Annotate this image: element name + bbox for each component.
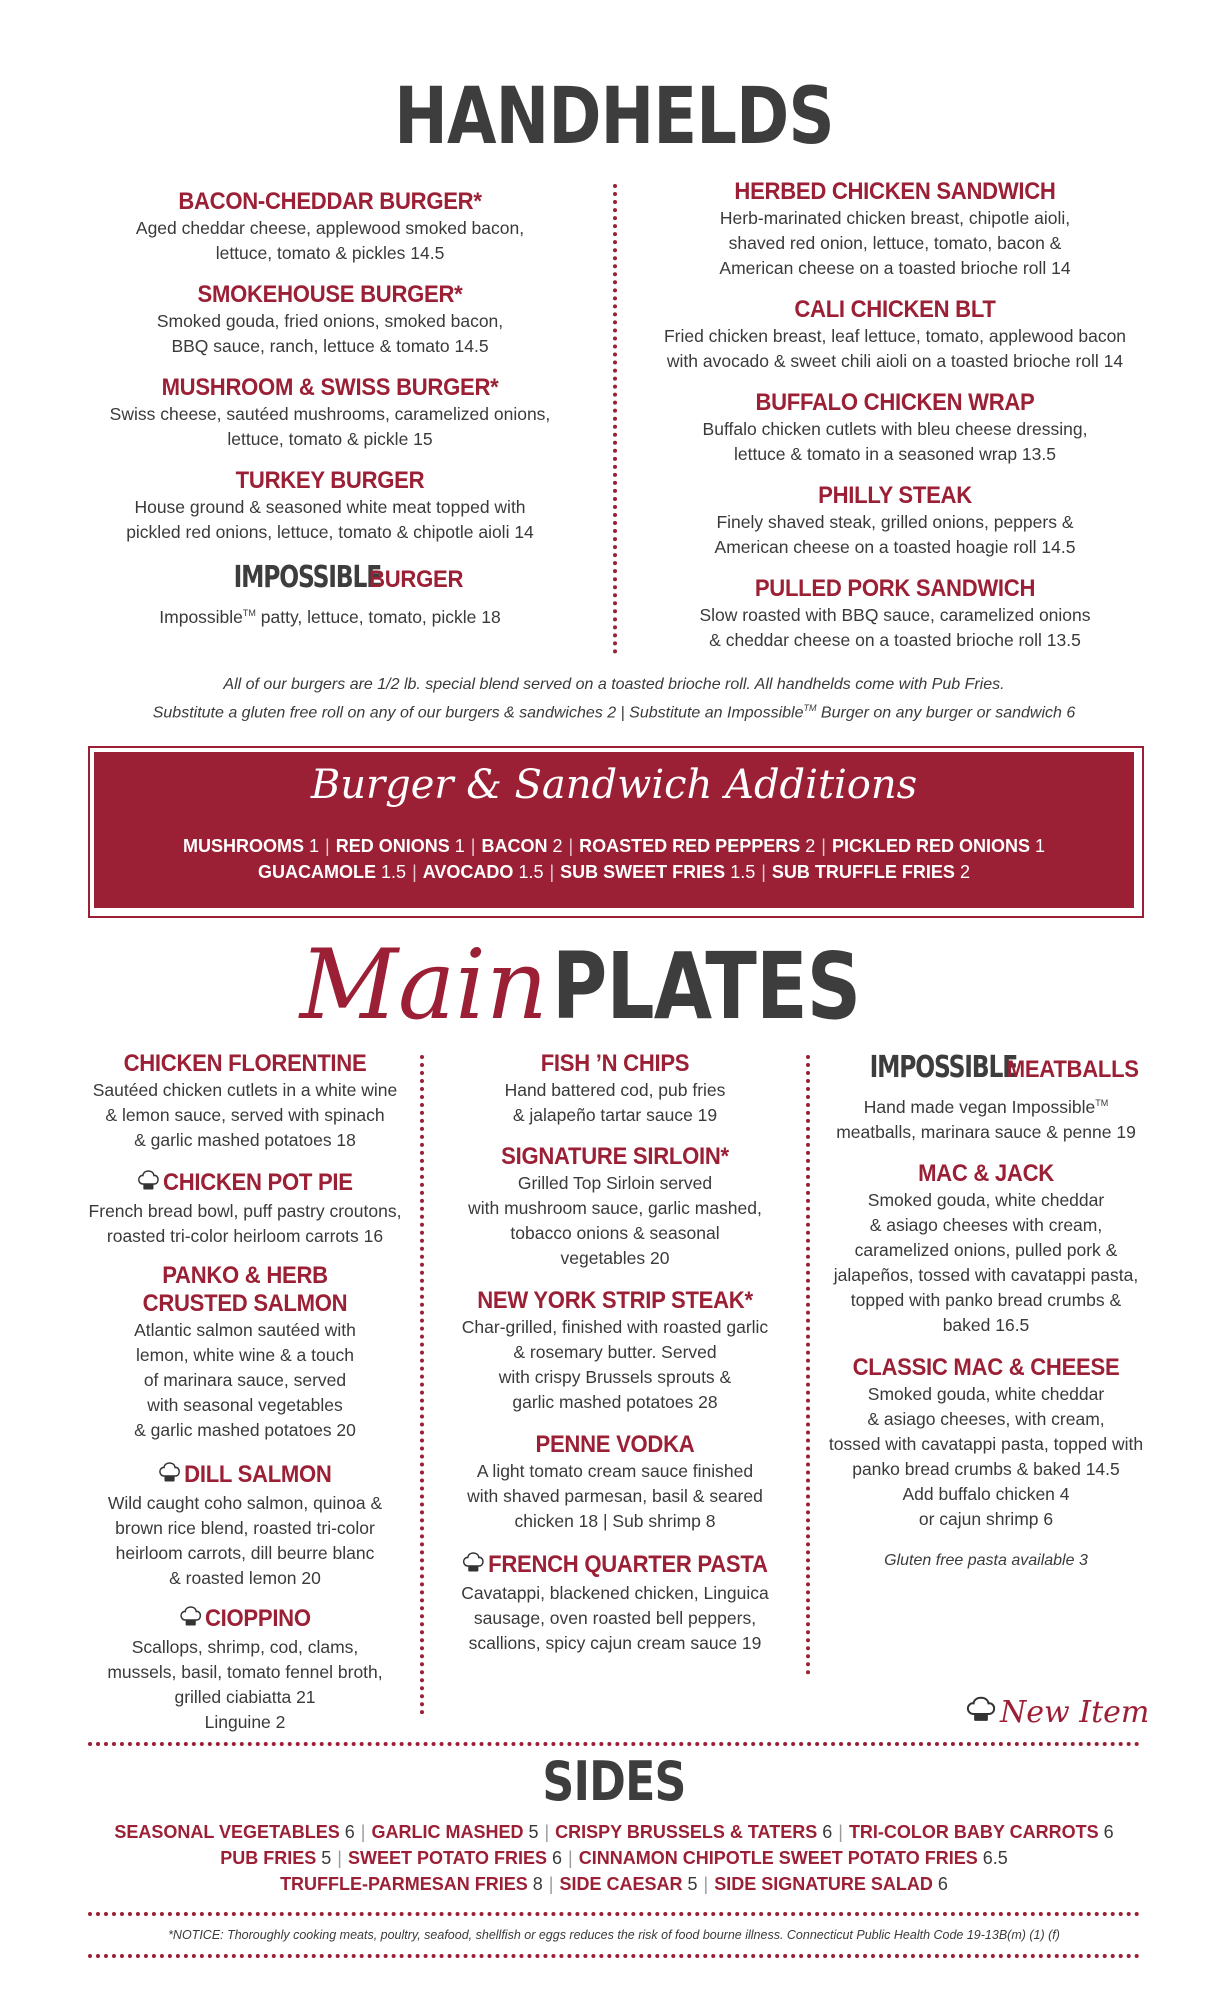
- item-desc-line: Wild caught coho salmon, quinoa &: [107, 1493, 383, 1513]
- item-desc-line: Aged cheddar cheese, applewood smoked bacon,: [135, 218, 525, 238]
- desc-part: Hand made vegan Impossible: [863, 1096, 1096, 1117]
- item-desc-line: panko bread crumbs & baked 14.5: [852, 1459, 1120, 1479]
- item-name: PULLED PORK SANDWICH: [754, 575, 1036, 602]
- item-desc-line: Grilled Top Sirloin served: [517, 1173, 713, 1193]
- item-desc-line: caramelized onions, pulled pork &: [854, 1240, 1118, 1260]
- item-desc-line: or cajun shrimp 6: [918, 1509, 1054, 1529]
- menu-item-herbed-chicken-sandwich: [640, 178, 1150, 281]
- trademark: TM: [242, 608, 256, 618]
- notice-bottom-divider: [88, 1954, 1140, 1958]
- item-name: NEW YORK STRIP STEAK*: [477, 1287, 753, 1314]
- item-desc-line: with shaved parmesan, basil & seared: [467, 1486, 763, 1506]
- item-desc-line: sausage, oven roasted bell peppers,: [473, 1608, 757, 1628]
- trademark: TM: [803, 703, 817, 713]
- menu-item-chicken-pot-pie: [70, 1168, 420, 1249]
- item-desc-line: chicken 18 | Sub shrimp 8: [514, 1511, 716, 1531]
- menu-item-turkey-burger: [90, 467, 570, 545]
- item-desc-line: scallions, spicy cajun cream sauce 19: [468, 1633, 762, 1653]
- additions-row-2: GUACAMOLE 1.5 | AVOCADO 1.5 | SUB SWEET FRIES 1.5 | SUB TRUFFLE FRIES 2: [258, 862, 970, 882]
- sides-row-2: PUB FRIES 5 | SWEET POTATO FRIES 6 | CINNAMON CHIPOTLE SWEET POTATO FRIES 6.5: [220, 1848, 1008, 1868]
- menu-item-buffalo-chicken-wrap: [640, 389, 1150, 467]
- new-item-legend: [966, 1694, 1149, 1730]
- handhelds-title: HANDHELDS: [394, 72, 834, 162]
- menu-item-dill-salmon: [70, 1460, 420, 1591]
- item-name: PHILLY STEAK: [818, 482, 972, 509]
- menu-item-smokehouse-burger: [90, 281, 570, 359]
- item-name-line-2: CRUSTED SALMON: [142, 1290, 348, 1317]
- desc-part: patty, lettuce, tomato, pickle 18: [255, 606, 501, 627]
- item-desc-line: Linguine 2: [204, 1712, 286, 1732]
- item-desc-line: of marinara sauce, served: [143, 1370, 347, 1390]
- menu-item-french-quarter-pasta: [428, 1550, 802, 1656]
- item-name: CLASSIC MAC & CHEESE: [852, 1354, 1120, 1381]
- item-desc-line: Fried chicken breast, leaf lettuce, tomato, applewood bacon: [663, 326, 1127, 346]
- item-desc-line: & jalapeño tartar sauce 19: [512, 1105, 718, 1125]
- item-name: BURGER: [369, 566, 464, 593]
- item-desc-line: with avocado & sweet chili aioli on a toasted brioche roll 14: [666, 351, 1124, 371]
- menu-item-signature-sirloin: [428, 1143, 802, 1271]
- item-desc-line: with crispy Brussels sprouts &: [498, 1367, 732, 1387]
- item-desc-line: & cheddar cheese on a toasted brioche roll 13.5: [709, 630, 1081, 650]
- item-desc-line: & rosemary butter. Served: [513, 1342, 717, 1362]
- chef-hat-icon: [966, 1694, 996, 1729]
- menu-item-mushroom-swiss-burger: [90, 374, 570, 452]
- item-desc-line: brown rice blend, roasted tri-color: [115, 1518, 375, 1538]
- side-item: TRI-COLOR BABY CARROTS 6: [848, 1822, 1114, 1842]
- item-name: BUFFALO CHICKEN WRAP: [755, 389, 1035, 416]
- main-plates-title: [0, 930, 1228, 1042]
- sides-row-1: SEASONAL VEGETABLES 6 | GARLIC MASHED 5 | CRISPY BRUSSELS & TATERS 6 | TRI-COLOR BABY CARROTS 6: [114, 1822, 1114, 1842]
- item-desc-line: mussels, basil, tomato fennel broth,: [107, 1662, 383, 1682]
- chef-hat-icon: [137, 1168, 159, 1199]
- trademark: TM: [1095, 1098, 1109, 1108]
- item-desc-line: Buffalo chicken cutlets with bleu cheese dressing,: [702, 419, 1088, 439]
- item-desc-line: Smoked gouda, white cheddar: [867, 1384, 1105, 1404]
- item-desc-line: American cheese on a toasted hoagie roll 14.5: [714, 537, 1076, 557]
- item-desc-line: & asiago cheeses with cream,: [869, 1215, 1103, 1235]
- side-item: GARLIC MASHED 5: [371, 1822, 539, 1842]
- addition-item: BACON 2: [481, 836, 563, 856]
- item-desc-line: baked 16.5: [942, 1315, 1030, 1335]
- sides-top-divider: [88, 1742, 1140, 1746]
- addition-item: ROASTED RED PEPPERS 2: [579, 836, 816, 856]
- menu-item-cali-chicken-blt: [640, 296, 1150, 374]
- addition-item: RED ONIONS 1: [335, 836, 465, 856]
- addition-item: MUSHROOMS 1: [183, 836, 320, 856]
- item-desc-line: pickled red onions, lettuce, tomato & chipotle aioli 14: [126, 522, 534, 542]
- sides-row-3: TRUFFLE-PARMESAN FRIES 8 | SIDE CAESAR 5 | SIDE SIGNATURE SALAD 6: [280, 1874, 948, 1894]
- item-desc-line: tossed with cavatappi pasta, topped with: [828, 1434, 1144, 1454]
- menu-item-fish-n-chips: [428, 1050, 802, 1128]
- item-name: CIOPPINO: [204, 1605, 311, 1632]
- item-name: CHICKEN FLORENTINE: [123, 1050, 367, 1077]
- item-name: PANKO & HERB: [162, 1262, 328, 1289]
- item-name: FRENCH QUARTER PASTA: [488, 1551, 768, 1578]
- menu-item-new-york-strip-steak: [428, 1287, 802, 1415]
- side-item: SEASONAL VEGETABLES 6: [114, 1822, 355, 1842]
- item-desc-line: Smoked gouda, white cheddar: [867, 1190, 1105, 1210]
- addition-item: GUACAMOLE 1.5: [258, 862, 407, 882]
- desc-part: Impossible: [159, 606, 243, 627]
- item-desc-line: meatballs, marinara sauce & penne 19: [836, 1121, 1136, 1142]
- item-desc-line: heirloom carrots, dill beurre blanc: [115, 1543, 375, 1563]
- item-desc-line: [90, 601, 570, 630]
- chef-hat-icon: [158, 1460, 180, 1491]
- item-desc-line: lettuce, tomato & pickle 15: [227, 429, 433, 449]
- item-desc-line: Scallops, shrimp, cod, clams,: [131, 1637, 359, 1657]
- item-name: HERBED CHICKEN SANDWICH: [734, 178, 1056, 205]
- item-desc-line: vegetables 20: [560, 1248, 670, 1268]
- item-desc-line: with mushroom sauce, garlic mashed,: [468, 1198, 762, 1218]
- item-name: MUSHROOM & SWISS BURGER*: [161, 374, 499, 401]
- menu-item-cioppino: [70, 1604, 420, 1735]
- impossible-logo: IMPOSSIBLE: [869, 1050, 1017, 1085]
- handhelds-substitution-note: [0, 703, 1228, 722]
- item-desc-line: topped with panko bread crumbs &: [850, 1290, 1122, 1310]
- item-desc-line: lettuce, tomato & pickles 14.5: [215, 243, 445, 263]
- item-desc-line: shaved red onion, lettuce, tomato, bacon &: [728, 233, 1062, 253]
- handhelds-divider: [613, 184, 617, 654]
- item-desc-line: lemon, white wine & a touch: [136, 1345, 354, 1365]
- item-desc-line: roasted tri-color heirloom carrots 16: [106, 1226, 384, 1246]
- gluten-free-note: Gluten free pasta available 3: [884, 1552, 1088, 1569]
- main-plates-divider-2: [806, 1055, 810, 1675]
- item-name: MEATBALLS: [1006, 1056, 1139, 1083]
- item-name: PENNE VODKA: [535, 1431, 695, 1458]
- item-desc-line: & roasted lemon 20: [169, 1568, 321, 1588]
- menu-item-panko-herb-crusted-salmon: [70, 1262, 420, 1443]
- item-name: MAC & JACK: [918, 1160, 1054, 1187]
- item-name: SIGNATURE SIRLOIN*: [501, 1143, 729, 1170]
- item-desc-line: Hand battered cod, pub fries: [504, 1080, 726, 1100]
- item-desc-line: Smoked gouda, fried onions, smoked bacon,: [156, 311, 504, 331]
- item-desc-line: Slow roasted with BBQ sauce, caramelized onions: [699, 605, 1091, 625]
- item-desc-line: Atlantic salmon sautéed with: [134, 1320, 356, 1340]
- item-desc-line: [814, 1091, 1158, 1120]
- menu-item-philly-steak: [640, 482, 1150, 560]
- addition-item: AVOCADO 1.5: [422, 862, 544, 882]
- item-name: SMOKEHOUSE BURGER*: [197, 281, 463, 308]
- side-item: SIDE SIGNATURE SALAD 6: [714, 1874, 948, 1894]
- additions-row-1: MUSHROOMS 1 | RED ONIONS 1 | BACON 2 | ROASTED RED PEPPERS 2 | PICKLED RED ONIONS 1: [183, 836, 1045, 856]
- item-name: TURKEY BURGER: [235, 467, 425, 494]
- item-desc-line: & lemon sauce, served with spinach: [105, 1105, 385, 1125]
- menu-item-classic-mac-and-cheese: [814, 1354, 1158, 1532]
- notice-top-divider: [88, 1912, 1140, 1916]
- side-item: SIDE CAESAR 5: [559, 1874, 698, 1894]
- item-desc-line: lettuce & tomato in a seasoned wrap 13.5: [733, 444, 1056, 464]
- item-desc-line: BBQ sauce, ranch, lettuce & tomato 14.5: [171, 336, 489, 356]
- item-name: FISH ’N CHIPS: [540, 1050, 690, 1077]
- item-desc-line: Cavatappi, blackened chicken, Linguica: [461, 1583, 769, 1603]
- item-desc-line: A light tomato cream sauce finished: [476, 1461, 754, 1481]
- item-name: CALI CHICKEN BLT: [794, 296, 996, 323]
- main-plates-title-script: Main: [299, 929, 548, 1041]
- item-desc-line: jalapeños, tossed with cavatappi pasta,: [833, 1265, 1139, 1285]
- item-name: DILL SALMON: [184, 1461, 332, 1488]
- addition-item: PICKLED RED ONIONS 1: [831, 836, 1045, 856]
- main-plates-divider-1: [420, 1055, 424, 1715]
- item-name: BACON-CHEDDAR BURGER*: [178, 188, 482, 215]
- item-desc-line: with seasonal vegetables: [147, 1395, 343, 1415]
- item-desc-line: French bread bowl, puff pastry croutons,: [88, 1201, 402, 1221]
- side-item: PUB FRIES 5: [220, 1848, 332, 1868]
- item-desc-line: Char-grilled, finished with roasted garlic: [461, 1317, 769, 1337]
- item-desc-line: tobacco onions & seasonal: [510, 1223, 720, 1243]
- item-desc-line: garlic mashed potatoes 28: [512, 1392, 718, 1412]
- health-notice: *NOTICE: Thoroughly cooking meats, poultry, seafood, shellfish or eggs reduces the risk of food bourne illness. Connecticut Public Health Code 19-13B(m) (1) (f): [168, 1928, 1060, 1942]
- new-item-label: New Item: [1000, 1695, 1150, 1730]
- chef-hat-icon: [462, 1550, 484, 1581]
- item-desc-line: Sautéed chicken cutlets in a white wine: [92, 1080, 398, 1100]
- impossible-logo: IMPOSSIBLE: [233, 560, 382, 595]
- item-desc-line: & garlic mashed potatoes 20: [134, 1420, 356, 1440]
- item-name: CHICKEN POT PIE: [163, 1169, 353, 1196]
- menu-item-pulled-pork-sandwich: [640, 575, 1150, 653]
- item-desc-line: Add buffalo chicken 4: [902, 1484, 1070, 1504]
- sides-title: SIDES: [542, 1750, 686, 1813]
- item-desc-line: Swiss cheese, sautéed mushrooms, caramelized onions,: [109, 404, 551, 424]
- menu-item-mac-and-jack: [814, 1160, 1158, 1338]
- item-desc-line: & garlic mashed potatoes 18: [134, 1130, 356, 1150]
- addition-item: SUB TRUFFLE FRIES 2: [771, 862, 970, 882]
- menu-item-penne-vodka: [428, 1431, 802, 1534]
- item-desc-line: & asiago cheeses, with cream,: [867, 1409, 1105, 1429]
- side-item: CRISPY BRUSSELS & TATERS 6: [555, 1822, 833, 1842]
- item-desc-line: Herb-marinated chicken breast, chipotle aioli,: [719, 208, 1071, 228]
- additions-title: Burger & Sandwich Additions: [310, 762, 918, 808]
- side-item: CINNAMON CHIPOTLE SWEET POTATO FRIES 6.5: [578, 1848, 1008, 1868]
- menu-item-chicken-florentine: [70, 1050, 420, 1153]
- item-desc-line: House ground & seasoned white meat topped with: [134, 497, 526, 517]
- menu-item-impossible-meatballs: [814, 1050, 1158, 1145]
- menu-item-bacon-cheddar-burger: [90, 188, 570, 266]
- main-plates-title-block: PLATES: [552, 933, 861, 1040]
- side-item: SWEET POTATO FRIES 6: [347, 1848, 563, 1868]
- addition-item: SUB SWEET FRIES 1.5: [560, 862, 756, 882]
- item-desc-line: grilled ciabiatta 21: [174, 1687, 316, 1707]
- handhelds-note: All of our burgers are 1/2 lb. special blend served on a toasted brioche roll. All handhelds come with Pub Fries.: [223, 676, 1005, 693]
- note-part: Burger on any burger or sandwich 6: [816, 704, 1076, 722]
- item-desc-line: Finely shaved steak, grilled onions, peppers &: [716, 512, 1074, 532]
- chef-hat-icon: [179, 1604, 201, 1635]
- note-part: Substitute a gluten free roll on any of our burgers & sandwiches 2 | Substitute an Impossible: [152, 704, 804, 722]
- item-desc-line: American cheese on a toasted brioche roll 14: [719, 258, 1071, 278]
- menu-item-impossible-burger: [90, 560, 570, 630]
- side-item: TRUFFLE-PARMESAN FRIES 8: [280, 1874, 543, 1894]
